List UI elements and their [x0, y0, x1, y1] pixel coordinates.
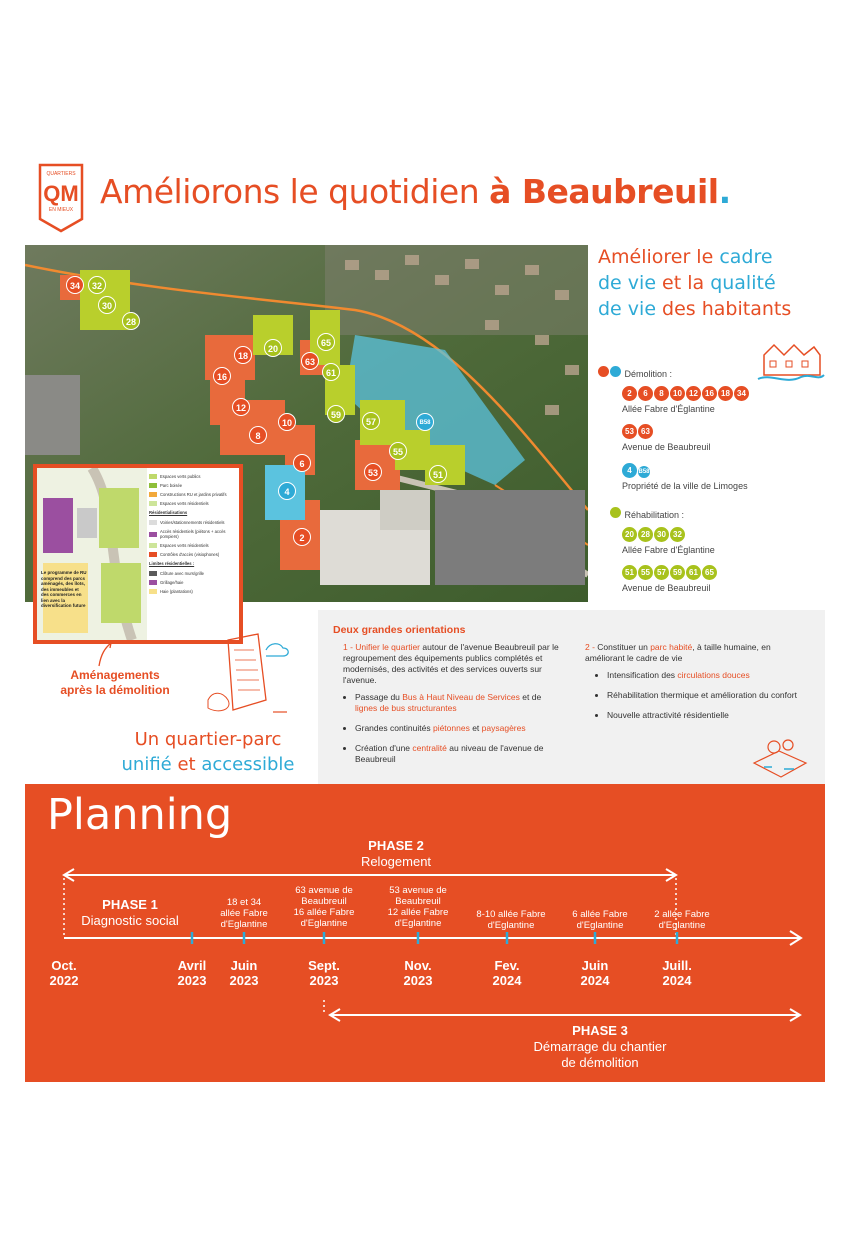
timeline-date-year: 2024 — [662, 973, 692, 988]
map-marker-2: 2 — [293, 528, 311, 546]
timeline-date — [647, 958, 707, 988]
timeline-date — [294, 958, 354, 988]
rhead-l3b: des habitants — [662, 298, 792, 320]
map-marker-55: 55 — [389, 442, 407, 460]
timeline-date-year: 2023 — [229, 973, 259, 988]
map-marker-65: 65 — [317, 333, 335, 351]
plan-legend-text: Clôture avec murs/grille — [160, 571, 204, 576]
timeline-event — [368, 885, 468, 929]
rhead-l1b: cadre — [719, 246, 773, 268]
legend-chip-65: 65 — [702, 565, 717, 580]
map-marker-51: 51 — [429, 465, 447, 483]
o1-b1-a: Passage du — [355, 692, 403, 702]
legend-chip-28: 28 — [638, 527, 653, 542]
o2-b1-a: Intensification des — [607, 670, 678, 680]
plan-legend-text: Espaces verts résidentiels — [160, 501, 209, 506]
map-marker-57: 57 — [362, 412, 380, 430]
phase1-sub: Diagnostic social — [81, 913, 179, 928]
timeline-event-line: 16 allée Fabre — [293, 907, 355, 918]
timeline-event-line: d'Eglantine — [576, 920, 624, 931]
timeline-event-line: 2 allée Fabre — [654, 909, 710, 920]
phase1-label — [60, 897, 200, 929]
timeline-event-line: 53 avenue de — [389, 885, 447, 896]
qp-line2c: accessible — [201, 754, 295, 775]
rhead-l2b: et la — [662, 272, 711, 294]
map-marker-12: 12 — [232, 398, 250, 416]
plan-legend-text: Voiries/stationnements résidentiels — [160, 520, 225, 525]
map-marker-61: 61 — [322, 363, 340, 381]
plan-legend-text: Espaces verts publics — [160, 474, 201, 479]
timeline-date — [477, 958, 537, 988]
timeline-date — [162, 958, 222, 988]
rhead-l2c: qualité — [710, 272, 776, 294]
rehab-avenue-label: Avenue de Beaubreuil — [622, 583, 711, 593]
map-marker-32: 32 — [88, 276, 106, 294]
timeline-date-month: Oct. — [51, 958, 77, 973]
plan-caption-line2: après la démolition — [60, 683, 170, 697]
o1-b1-hl2: lignes de bus structurantes — [355, 703, 457, 713]
demolition-label: Démolition : — [624, 369, 673, 379]
logo-top-text: QUARTIERS — [46, 171, 76, 177]
title-part2: à Beaubreuil — [489, 172, 719, 211]
timeline-event-line: d'Eglantine — [487, 920, 535, 931]
timeline-event-line: d'Eglantine — [394, 918, 442, 929]
o1-b1-b: et de — [519, 692, 542, 702]
legend-chip-8: 8 — [654, 386, 669, 401]
demo-avenue-label: Avenue de Beaubreuil — [622, 442, 711, 452]
map-marker-34: 34 — [66, 276, 84, 294]
timeline-event-line: 18 et 34 — [226, 897, 262, 908]
qp-line2a: unifié — [121, 754, 172, 775]
timeline-event — [274, 885, 374, 929]
map-marker-30: 30 — [98, 296, 116, 314]
legend-chip-32: 32 — [670, 527, 685, 542]
rhead-l2a: de vie — [598, 272, 663, 294]
phase3-sub1: Démarrage du chantier — [533, 1039, 667, 1054]
plan-legend-text: Limites résidentielles : — [149, 561, 195, 566]
phase3-title: PHASE 3 — [572, 1023, 628, 1038]
o2-num: 2 - — [585, 642, 598, 652]
map-marker-59: 59 — [327, 405, 345, 423]
legend-chip-2: 2 — [622, 386, 637, 401]
plan-legend-text: Espaces verts résidentiels — [160, 543, 209, 548]
o2-b1-hl: circulations douces — [677, 670, 750, 680]
plan-legend-text: Grillage/haie — [160, 580, 184, 585]
logo-bottom-text: EN MIEUX — [48, 207, 74, 213]
rhead-l1a: Améliorer le — [598, 246, 720, 268]
map-marker-10: 10 — [278, 413, 296, 431]
plan-legend-text: Constructions RU et jardins privatifs — [160, 492, 227, 497]
o1-b3-a: Création d'une — [355, 743, 413, 753]
o2-bullet-2: • Réhabilitation thermique et amélioration du confort — [607, 690, 810, 701]
o1-num: 1 - — [343, 642, 356, 652]
plan-legend-text: Contrôles d'accès (visiophones) — [160, 552, 220, 557]
timeline-event-line: d'Eglantine — [658, 920, 706, 931]
map-marker-53: 53 — [364, 463, 382, 481]
timeline-date — [214, 958, 274, 988]
demo-ville-label: Propriété de la ville de Limoges — [622, 481, 748, 491]
logo-mid-text: QM — [43, 181, 79, 206]
o1-b2-b: et — [469, 723, 482, 733]
timeline-event-line: 63 avenue de — [295, 885, 353, 896]
title-part1: Améliorons le quotidien — [100, 172, 490, 211]
timeline-date — [34, 958, 94, 988]
timeline-date — [565, 958, 625, 988]
o1-b2-a: Grandes continuités — [355, 723, 433, 733]
phase1-title: PHASE 1 — [102, 897, 158, 912]
legend-chip-20: 20 — [622, 527, 637, 542]
timeline-date-month: Juill. — [662, 958, 692, 973]
timeline-event-line: 8-10 allée Fabre — [476, 909, 546, 920]
legend-chip-57: 57 — [654, 565, 669, 580]
o1-b3-b: au niveau de l'avenue de Beaubreuil — [355, 743, 544, 764]
timeline-event-line: Beaubreuil — [395, 896, 441, 907]
legend-chip-61: 61 — [686, 565, 701, 580]
map-marker-B58: B58 — [416, 413, 434, 431]
legend-chip-51: 51 — [622, 565, 637, 580]
timeline-date-year: 2024 — [492, 973, 522, 988]
phase3-label — [490, 1023, 710, 1071]
qp-line1: Un quartier-parc — [134, 729, 282, 750]
o1-text: autour de l'avenue Beaubreuil par le regroupement des équipements publics complétés et modernisés, des activités et des services ouverts sur l'avenue. — [343, 642, 559, 685]
title-dot: . — [718, 172, 731, 211]
plan-legend-text: Haie (plantations) — [160, 589, 193, 594]
plan-legend-text: Résidentialisations — [149, 510, 188, 515]
o2-b: , à taille humaine, en améliorant le cadre de vie — [585, 642, 771, 663]
rehab-label: Réhabilitation : — [624, 510, 685, 520]
timeline-date-month: Sept. — [308, 958, 340, 973]
o2-hl: parc habité — [650, 642, 693, 652]
legend-chip-59: 59 — [670, 565, 685, 580]
timeline-date-year: 2022 — [49, 973, 79, 988]
map-marker-16: 16 — [213, 367, 231, 385]
map-marker-63: 63 — [301, 352, 319, 370]
planning-title: Planning — [47, 790, 233, 840]
legend-chip-18: 18 — [718, 386, 733, 401]
timeline-date-year: 2023 — [177, 973, 207, 988]
phase2-title: PHASE 2 — [368, 838, 424, 853]
timeline-date-year: 2023 — [403, 973, 433, 988]
plan-legend-text: Parc boisée — [160, 483, 183, 488]
legend-chip-53: 53 — [622, 424, 637, 439]
o1-b1-hl: Bus à Haut Niveau de Services — [402, 692, 520, 702]
timeline-event-line: 12 allée Fabre — [387, 907, 449, 918]
timeline-date-month: Juin — [230, 958, 258, 973]
timeline-event — [632, 909, 732, 931]
legend-chip-10: 10 — [670, 386, 685, 401]
timeline-date-month: Juin — [581, 958, 609, 973]
map-marker-20: 20 — [264, 339, 282, 357]
legend-chip-6: 6 — [638, 386, 653, 401]
timeline-date — [388, 958, 448, 988]
o2-bullet-3: • Nouvelle attractivité résidentielle — [607, 710, 810, 721]
rhead-l3a: de vie — [598, 298, 663, 320]
timeline-event-line: Beaubreuil — [301, 896, 347, 907]
phase2-sub: Relogement — [360, 854, 432, 869]
timeline-event-line: 6 allée Fabre — [572, 909, 628, 920]
o1-b3-hl: centralité — [412, 743, 447, 753]
legend-chip-34: 34 — [734, 386, 749, 401]
demo-fabre-label: Allée Fabre d'Églantine — [622, 404, 715, 414]
legend-chip-4: 4 — [622, 463, 637, 478]
timeline-date-month: Fev. — [494, 958, 520, 973]
timeline-date-month: Nov. — [404, 958, 432, 973]
legend-chip-16: 16 — [702, 386, 717, 401]
phase3-sub2: de démolition — [561, 1055, 639, 1070]
plan-program-text: Le programme de RU comprend des parcs aménagés, des îlots, des immeubles et des commerces en lien avec la diversification future — [41, 570, 87, 608]
map-marker-28: 28 — [122, 312, 140, 330]
legend-chip-B58: B58 — [638, 466, 650, 478]
map-marker-18: 18 — [234, 346, 252, 364]
legend-chip-12: 12 — [686, 386, 701, 401]
timeline-date-year: 2024 — [580, 973, 610, 988]
o1-b2-hl: piétonnes — [432, 723, 470, 733]
legend-chip-63: 63 — [638, 424, 653, 439]
legend-chip-55: 55 — [638, 565, 653, 580]
timeline-event-line: allée Fabre — [220, 908, 268, 919]
timeline-date-month: Avril — [177, 958, 207, 973]
plan-caption-line1: Aménagements — [70, 668, 160, 682]
o1-hl: Unifier le quartier — [355, 642, 421, 652]
o2-a: Constituer un — [597, 642, 651, 652]
timeline-event-line: d'Eglantine — [300, 918, 348, 929]
timeline-event — [461, 909, 561, 931]
timeline-event-line: d'Eglantine — [220, 919, 268, 930]
map-marker-6: 6 — [293, 454, 311, 472]
qp-line2b: et — [171, 754, 202, 775]
orientations-title: Deux grandes orientations — [333, 624, 466, 636]
timeline-date-year: 2023 — [309, 973, 339, 988]
legend-chip-30: 30 — [654, 527, 669, 542]
o1-b2-hl2: paysagères — [481, 723, 526, 733]
rehab-fabre-label: Allée Fabre d'Églantine — [622, 545, 715, 555]
map-marker-8: 8 — [249, 426, 267, 444]
map-marker-4: 4 — [278, 482, 296, 500]
plan-legend-text: Accès résidentiels (piétons + accès pompiers) — [160, 529, 226, 539]
phase2-label — [296, 838, 496, 870]
